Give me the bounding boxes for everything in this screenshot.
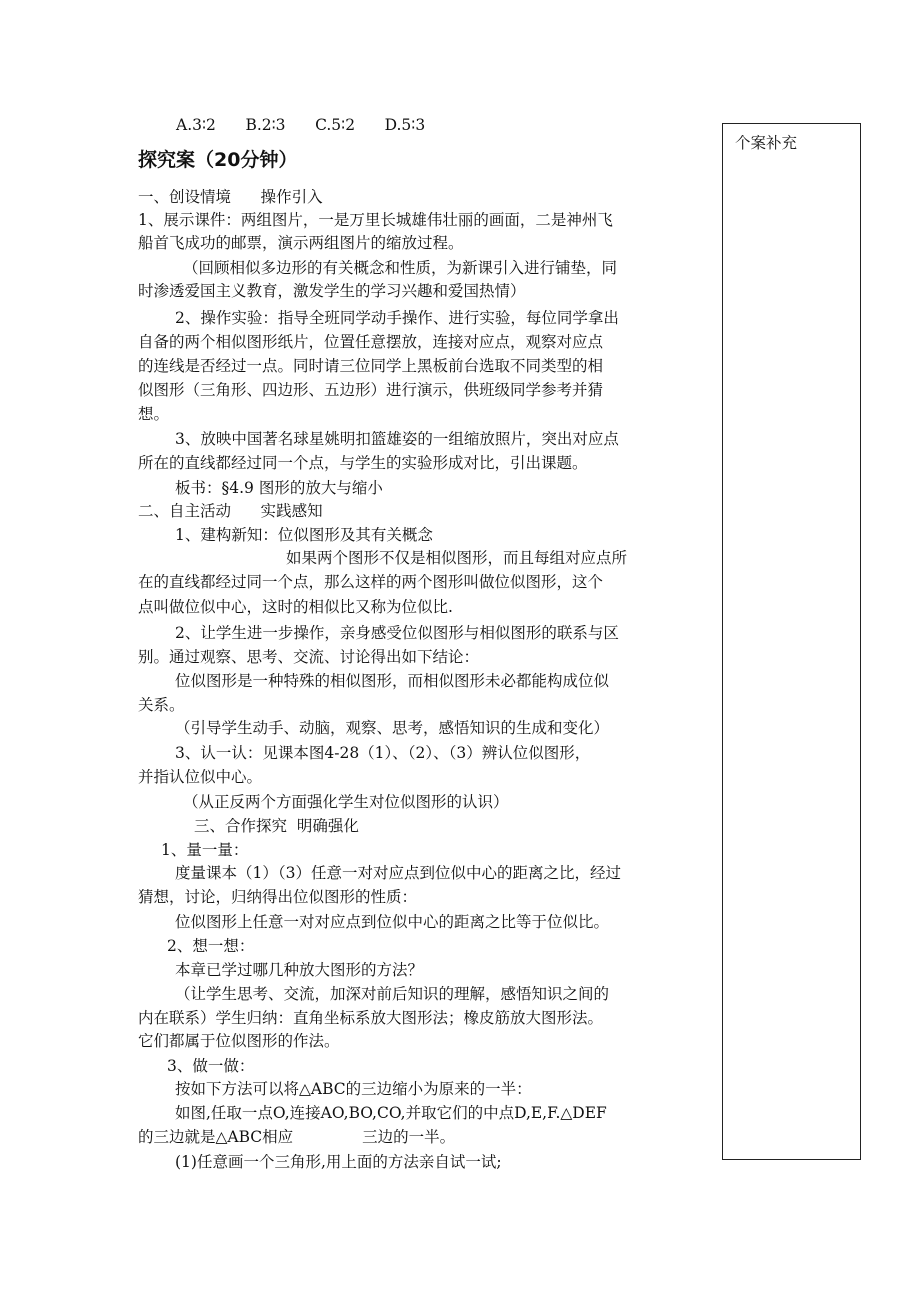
text-line: 别。通过观察、思考、交流、讨论得出如下结论： — [138, 648, 480, 666]
text-line: (1)任意画一个三角形,用上面的方法亲自试一试; — [175, 1153, 502, 1171]
text-line: 三、合作探究 明确强化 — [194, 817, 359, 835]
text-line: 3、放映中国著名球星姚明扣篮雄姿的一组缩放照片，突出对应点 — [175, 430, 619, 448]
text-line: （引导学生动手、动脑，观察、思考，感悟知识的生成和变化） — [175, 719, 610, 737]
text-line: 板书：§4.9 图形的放大与缩小 — [175, 479, 383, 497]
text-line: 如图,任取一点O,连接AO,BO,CO,并取它们的中点D,E,F.△DEF — [175, 1104, 607, 1122]
text-line: 所在的直线都经过同一个点，与学生的实验形成对比，引出课题。 — [138, 454, 588, 472]
text-line: 位似图形是一种特殊的相似图形，而相似图形未必都能构成位似 — [175, 672, 610, 690]
text-line: （让学生思考、交流，加深对前后知识的理解，感悟知识之间的 — [175, 985, 610, 1003]
text-line: 似图形（三角形、四边形、五边形）进行演示，供班级同学参考并猜 — [138, 381, 604, 399]
side-notes-box — [722, 123, 861, 1160]
text-line: 二、自主活动 实践感知 — [138, 502, 323, 520]
text-line: 在的直线都经过同一个点，那么这样的两个图形叫做位似图形，这个 — [138, 573, 604, 591]
side-notes-title: 个案补充 — [735, 134, 798, 152]
text-line: 1、展示课件：两组图片，一是万里长城雄伟壮丽的画面，二是神州飞 — [138, 211, 613, 229]
text-line: 点叫做位似中心，这时的相似比又称为位似比. — [138, 598, 453, 616]
text-line: 3、做一做： — [167, 1057, 255, 1075]
text-line: 它们都属于位似图形的作法。 — [138, 1032, 340, 1050]
text-line: 1、量一量： — [161, 841, 249, 859]
text-line: 按如下方法可以将△ABC的三边缩小为原来的一半： — [175, 1080, 532, 1098]
text-line: 自备的两个相似图形纸片，位置任意摆放，连接对应点，观察对应点 — [138, 333, 604, 351]
text-line: 2、想一想： — [167, 937, 255, 955]
text-line: （从正反两个方面强化学生对位似图形的认识） — [183, 793, 509, 811]
text-line: 时渗透爱国主义教育，激发学生的学习兴趣和爱国热情） — [138, 282, 526, 300]
text-line: 内在联系）学生归纳：直角坐标系放大图形法；橡皮筋放大图形法。 — [138, 1009, 604, 1027]
text-line: 船首飞成功的邮票，演示两组图片的缩放过程。 — [138, 234, 464, 252]
text-line: 如果两个图形不仅是相似图形，而且每组对应点所 — [286, 549, 628, 567]
text-line: 并指认位似中心。 — [138, 768, 263, 786]
text-line: 的三边就是△ABC相应 三边的一半。 — [138, 1128, 456, 1146]
text-line: （回顾相似多边形的有关概念和性质，为新课引入进行铺垫，同 — [183, 259, 618, 277]
text-line: 位似图形上任意一对对应点到位似中心的距离之比等于位似比。 — [175, 913, 610, 931]
text-line: 本章已学过哪几种放大图形的方法？ — [175, 961, 424, 979]
text-line: 关系。 — [138, 696, 185, 714]
text-line: 一、创设情境 操作引入 — [138, 188, 323, 206]
options-row: A.3∶2 B.2∶3 C.5∶2 D.5∶3 — [176, 116, 426, 134]
section-title: 探究案（20分钟） — [138, 149, 298, 171]
text-line: 猜想，讨论，归纳得出位似图形的性质： — [138, 888, 418, 906]
text-line: 2、让学生进一步操作，亲身感受位似图形与相似图形的联系与区 — [175, 624, 619, 642]
text-line: 度量课本（1）（3）任意一对对应点到位似中心的距离之比，经过 — [175, 864, 621, 882]
text-line: 3、认一认：见课本图4-28（1）、（2）、（3）辨认位似图形， — [175, 744, 591, 762]
text-line: 的连线是否经过一点。同时请三位同学上黑板前台选取不同类型的相 — [138, 357, 604, 375]
text-line: 想。 — [138, 405, 170, 423]
text-line: 2、操作实验：指导全班同学动手操作、进行实验，每位同学拿出 — [175, 309, 619, 327]
text-line: 1、建构新知：位似图形及其有关概念 — [175, 526, 433, 544]
